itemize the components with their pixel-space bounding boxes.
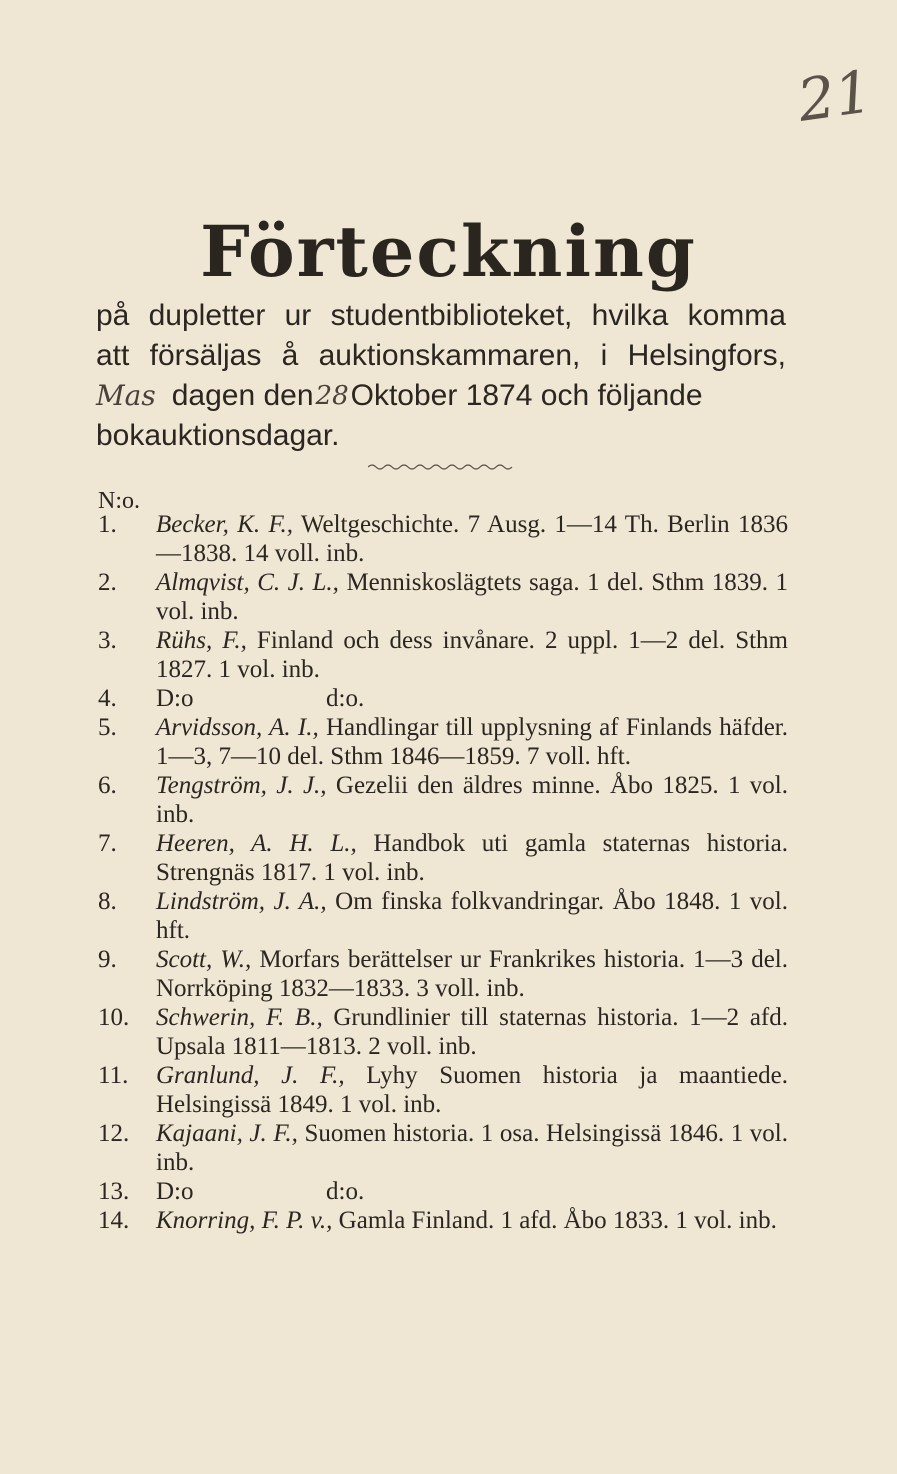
intro-line-4: bokauktionsdagar. — [96, 419, 340, 452]
list-item: 1. Becker, K. F., Weltgeschichte. 7 Ausg. 1—14 Th. Berlin 1836—1838. 14 voll. inb. — [98, 511, 788, 567]
list-item: 4. D:o d:o. — [98, 685, 365, 712]
handwritten-date: 28 — [315, 381, 349, 411]
number-column-label: N:o. — [98, 488, 140, 514]
intro-line-1: på dupletter ur studentbiblioteket, hvilka komma — [96, 299, 786, 332]
list-item: 11. Granlund, J. F., Lyhy Suomen historia ja maantiede. Helsingissä 1849. 1 vol. inb. — [98, 1062, 789, 1118]
page-title: Förteckning — [200, 210, 697, 293]
wavy-divider — [368, 462, 514, 472]
list-item: 3. Rühs, F., Finland och dess invånare. 2 uppl. 1—2 del. Sthm 1827. 1 vol. inb. — [98, 627, 788, 683]
intro-line-2: att försäljas å auktionskammaren, i Helsingfors, — [96, 339, 786, 372]
list-item: 5. Arvidsson, A. I., Handlingar till upplysning af Finlands häfder. 1—3, 7—10 del. Sthm 1846—1859. 7 voll. hft. — [98, 714, 788, 770]
list-item: 7. Heeren, A. H. L., Handbok uti gamla staternas historia. Strengnäs 1817. 1 vol. inb. — [98, 830, 788, 886]
list-item: 13. D:o d:o. — [98, 1178, 365, 1205]
handwritten-day: Mas — [96, 379, 156, 412]
intro-line-3: Mas dagen den 28 Oktober 1874 och följande — [96, 376, 786, 416]
list-item: 9. Scott, W., Morfars berättelser ur Frankrikes historia. 1—3 del. Norrköping 1832—1833. 3 voll. inb. — [98, 946, 788, 1002]
catalogue-list — [98, 510, 788, 1235]
list-item: 12. Kajaani, J. F., Suomen historia. 1 osa. Helsingissä 1846. 1 vol. inb. — [98, 1120, 788, 1176]
handwritten-page-number: 21 — [793, 57, 877, 135]
list-item: 2. Almqvist, C. J. L., Menniskoslägtets saga. 1 del. Sthm 1839. 1 vol. inb. — [98, 569, 788, 625]
list-item: 8. Lindström, J. A., Om finska folkvandringar. Åbo 1848. 1 vol. hft. — [98, 888, 788, 944]
list-item: 14. Knorring, F. P. v., Gamla Finland. 1 afd. Åbo 1833. 1 vol. inb. — [98, 1207, 777, 1234]
intro-paragraph — [96, 296, 786, 456]
list-item: 6. Tengström, J. J., Gezelii den äldres minne. Åbo 1825. 1 vol. inb. — [98, 772, 788, 828]
list-item: 10. Schwerin, F. B., Grundlinier till staternas historia. 1—2 afd. Upsala 1811—1813. 2 voll. inb. — [98, 1004, 788, 1060]
